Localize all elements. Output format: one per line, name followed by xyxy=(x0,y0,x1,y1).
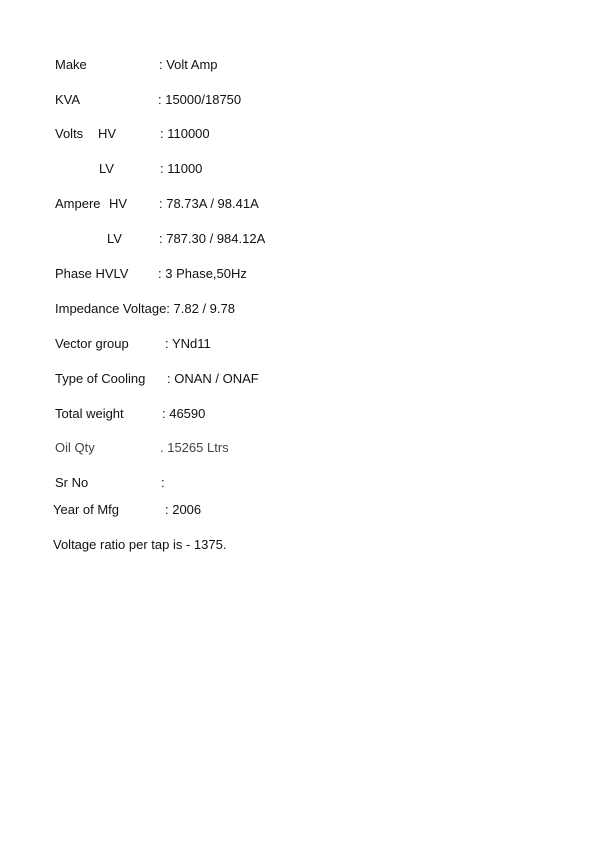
impedance-voltage-line: Impedance Voltage: 7.82 / 9.78 xyxy=(55,301,235,316)
ampere-hv-value: : 78.73A / 98.41A xyxy=(159,196,259,211)
ampere-lv-label: LV xyxy=(107,231,122,246)
make-value: : Volt Amp xyxy=(159,57,218,72)
total-weight-label: Total weight xyxy=(55,406,124,421)
vector-group-value: : YNd11 xyxy=(165,336,211,351)
volts-lv-value: : 11000 xyxy=(160,161,203,176)
kva-value: : 15000/18750 xyxy=(158,92,242,107)
cooling-value: : ONAN / ONAF xyxy=(167,371,259,386)
vector-group-label: Vector group xyxy=(55,336,129,351)
volts-label: Volts xyxy=(55,126,84,141)
ampere-lv-value: : 787.30 / 984.12A xyxy=(159,231,266,246)
make-label: Make xyxy=(55,57,87,72)
volts-hv-value: : 110000 xyxy=(160,126,210,141)
phase-label: Phase HVLV xyxy=(55,266,129,281)
phase-value: : 3 Phase,50Hz xyxy=(158,266,247,281)
sr-no-label: Sr No xyxy=(55,475,89,490)
volts-hv-label: HV xyxy=(98,126,117,141)
volts-lv-label: LV xyxy=(99,161,114,176)
sr-no-value: : xyxy=(161,475,165,490)
oil-qty-label: Oil Qty xyxy=(55,440,95,455)
year-of-mfg-value: : 2006 xyxy=(165,502,202,517)
oil-qty-value: . 15265 Ltrs xyxy=(160,440,229,455)
ampere-label: Ampere xyxy=(55,196,101,211)
ampere-hv-label: HV xyxy=(109,196,128,211)
cooling-label: Type of Cooling xyxy=(55,371,146,386)
total-weight-value: : 46590 xyxy=(162,406,206,421)
kva-label: KVA xyxy=(55,92,81,107)
voltage-ratio-line: Voltage ratio per tap is - 1375. xyxy=(53,537,227,552)
year-of-mfg-label: Year of Mfg xyxy=(53,502,120,517)
